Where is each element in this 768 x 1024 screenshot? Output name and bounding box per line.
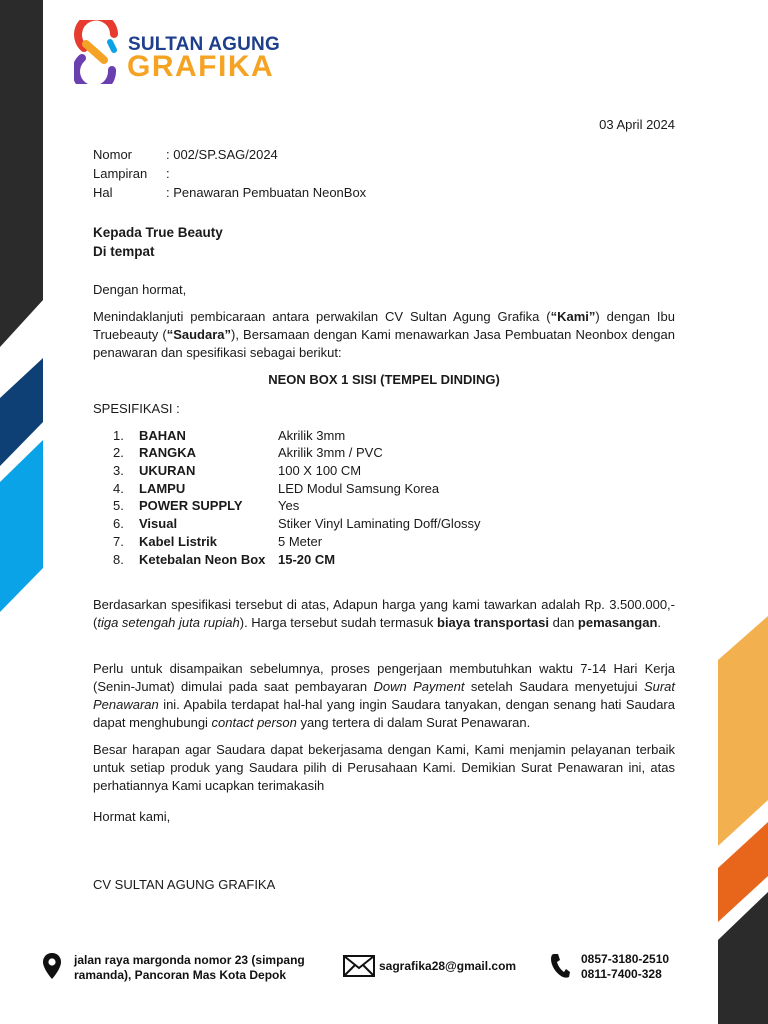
process-paragraph: Perlu untuk disampaikan sebelumnya, proses pengerjaan membutuhkan waktu 7-14 Hari Kerja (Senin-Jumat) dimulai pada saat pembayaran Down Payment setelah Saudara menyetujui Surat Penawaran ini. Apabila terdapat hal-hal yang ingin Saudara tanyakan, dengan senang hati Saudara dapat menghubungi contact person yang tertera di dalam Surat Penawaran. [93,661,676,730]
meta-label-lampiran: Lampiran [93,166,148,181]
signature-company: CV SULTAN AGUNG GRAFIKA [93,877,276,892]
recipient-name: Kepada True Beauty [93,225,223,240]
spec-row: 3. UKURAN 100 X 100 CM [113,463,362,478]
envelope-icon [343,955,375,977]
greeting: Dengan hormat, [93,282,187,297]
letter-date: 03 April 2024 [599,117,675,132]
spec-row: 6. Visual Stiker Vinyl Laminating Doff/Glossy [113,516,481,531]
meta-label-nomor: Nomor [93,147,133,162]
product-title: NEON BOX 1 SISI (TEMPEL DINDING) [268,372,500,387]
closing-paragraph: Besar harapan agar Saudara dapat bekerjasama dengan Kami, Kami menjamin pelayanan terbaik untuk setiap produk yang Saudara pilih di Perusahaan Kami. Demikian Surat Penawaran ini, atas perhatiannya Kami ucapkan terimakasih [93,742,675,793]
meta-value-lampiran: : [166,166,170,181]
spec-heading: SPESIFIKASI : [93,401,180,416]
intro-paragraph: Menindaklanjuti pembicaraan antara perwakilan CV Sultan Agung Grafika (“Kami”) dengan Ibu Truebeauty (“Saudara”), Bersamaan dengan Kami menawarkan Jasa Pembuatan Neonbox dengan penawaran dan spesifikasi sebagai berikut: [93,309,675,360]
price-paragraph: Berdasarkan spesifikasi tersebut di atas, Adapun harga yang kami tawarkan adalah Rp. 3.500.000,- (tiga setengah juta rupiah). Harga tersebut sudah termasuk biaya transportasi dan pemasangan. [93,597,675,630]
footer-address-line2: ramanda), Pancoran Mas Kota Depok [74,968,287,982]
meta-value-hal: : Penawaran Pembuatan NeonBox [166,185,367,200]
regards: Hormat kami, [93,809,171,824]
footer-address-line1: jalan raya margonda nomor 23 (simpang [74,953,305,967]
spec-row: 5. POWER SUPPLY Yes [113,498,300,513]
footer-phone-2[interactable]: 0811-7400-328 [581,967,662,981]
logo-mark-icon [74,20,122,84]
spec-row: 1. BAHAN Akrilik 3mm [113,428,346,443]
recipient-place: Di tempat [93,244,155,259]
meta-value-nomor: : 002/SP.SAG/2024 [166,147,278,162]
spec-row: 2. RANGKA Akrilik 3mm / PVC [113,445,383,460]
spec-row: 4. LAMPU LED Modul Samsung Korea [113,481,440,496]
spec-row: 7. Kabel Listrik 5 Meter [113,534,323,549]
brand-name-line2: GRAFIKA [127,50,275,83]
footer-phone-1[interactable]: 0857-3180-2510 [581,952,670,966]
location-pin-icon [42,952,62,980]
footer-email[interactable]: sagrafika28@gmail.com [379,959,517,973]
spec-row: 8. Ketebalan Neon Box 15-20 CM [113,552,336,567]
company-logo [74,20,304,86]
brand-name-line1: SULTAN AGUNG [128,34,280,55]
meta-label-hal: Hal [93,185,113,200]
phone-icon [549,953,571,979]
